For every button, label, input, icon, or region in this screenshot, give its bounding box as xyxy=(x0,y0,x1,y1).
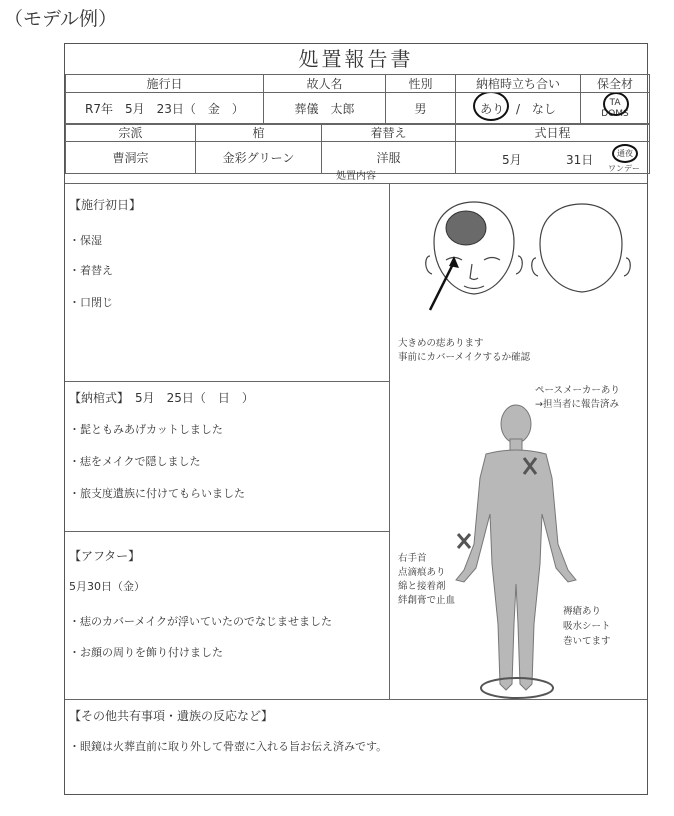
back-head-outline xyxy=(540,204,622,292)
feet-circle-mark xyxy=(481,678,553,698)
section-title-after: 【アフター】 xyxy=(69,549,141,563)
report-title: 処置報告書 xyxy=(298,47,414,71)
list-item: ・着替え xyxy=(69,264,113,277)
label-coffin: 棺 xyxy=(196,124,322,142)
bruise-mark xyxy=(446,211,486,245)
caption: （モデル例） xyxy=(4,8,118,30)
label-sect: 宗派 xyxy=(66,124,196,142)
list-item: ・旅支度遺族に付けてもらいました xyxy=(69,487,245,500)
section-title-encoffining: 【納棺式】 5月 25日（ 日 ） xyxy=(69,391,254,405)
schedule-wonder: ワンデー xyxy=(608,164,640,173)
other-text: ・眼鏡は火葬直前に取り外して骨壺に入れる旨お伝え済みです。 xyxy=(69,740,388,753)
value-date: R7年 5月 23日（ 金 ） xyxy=(66,93,264,125)
list-item: ・口閉じ xyxy=(69,296,113,309)
value-preserve xyxy=(581,93,650,125)
attendance-yes: あり xyxy=(480,102,505,116)
list-item: ・保湿 xyxy=(69,234,102,247)
section-title-first-day: 【施行初日】 xyxy=(69,198,142,212)
header-table-1 xyxy=(65,74,650,125)
list-item: ・痣のカバーメイクが浮いていたのでなじませました xyxy=(69,615,333,628)
section-divider xyxy=(65,381,389,382)
content-heading: 処置内容 xyxy=(65,170,647,184)
pacemaker-note: ペースメーカーあり →担当者に報告済み xyxy=(535,385,620,410)
label-clothes: 着替え xyxy=(322,124,456,142)
section-divider xyxy=(65,531,389,532)
schedule-tsuya: 通夜 xyxy=(617,149,633,158)
preserve-ta: TA xyxy=(609,97,621,108)
list-item: ・お顔の周りを飾り付けました xyxy=(69,646,223,659)
x-mark-icon xyxy=(458,534,470,548)
report-sheet xyxy=(64,43,648,795)
list-item: ・髭ともみあげカットしました xyxy=(69,423,223,436)
value-clothes: 洋服 xyxy=(322,142,456,174)
label-gender: 性別 xyxy=(386,75,456,93)
label-schedule: 式日程 xyxy=(456,124,650,142)
value-attendance xyxy=(456,93,581,125)
header-table-2 xyxy=(65,123,650,174)
list-item: ・痣をメイクで隠しました xyxy=(69,455,201,468)
circle-mark xyxy=(473,93,509,122)
schedule-month: 5月 xyxy=(502,153,522,167)
label-attendance: 納棺時立ち合い xyxy=(456,75,581,93)
after-date: 5月30日（金） xyxy=(69,580,145,593)
value-name: 葬儀 太郎 xyxy=(264,93,386,125)
value-schedule xyxy=(456,142,650,174)
section-title-other: 【その他共有事項・遺族の反応など】 xyxy=(69,709,274,723)
attendance-no: なし xyxy=(531,102,556,116)
circle-mark xyxy=(603,93,629,117)
value-coffin: 金彩グリーン xyxy=(196,142,322,174)
label-date: 施行日 xyxy=(66,75,264,93)
section-divider xyxy=(65,699,647,700)
preserve-doms: DOMS xyxy=(601,108,629,119)
face-note: 大きめの痣あります 事前にカバーメイクするか確認 xyxy=(398,338,531,363)
body-silhouette xyxy=(456,405,576,690)
wrist-note: 右手首 点滴痕あり 綿と接着剤 絆創膏で止血 xyxy=(398,553,456,606)
feet-note: 褥瘡あり 吸水シート 巻いてます xyxy=(563,606,611,647)
attendance-sep: / xyxy=(515,102,521,116)
label-preserve: 保全材 xyxy=(581,75,650,93)
value-sect: 曹洞宗 xyxy=(66,142,196,174)
arrow-icon xyxy=(430,262,454,310)
schedule-day: 31日 xyxy=(566,153,594,167)
label-name: 故人名 xyxy=(264,75,386,93)
value-gender: 男 xyxy=(386,93,456,125)
